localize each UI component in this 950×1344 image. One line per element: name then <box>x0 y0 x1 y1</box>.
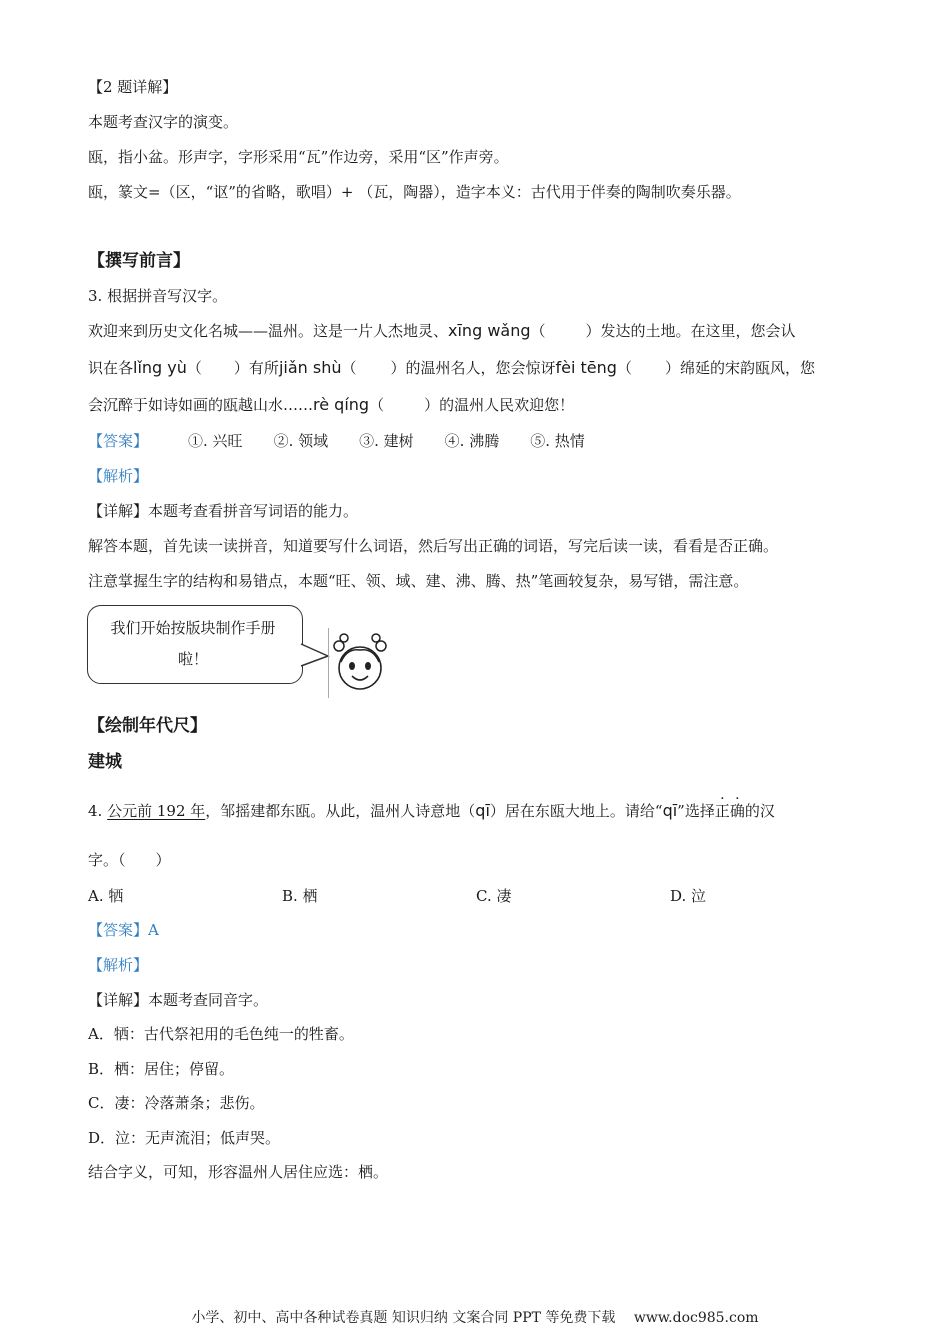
cartoon-girl-icon <box>331 628 389 698</box>
q4-detail-a: A．牺：古代祭祀用的毛色纯一的牲畜。 <box>88 1025 354 1043</box>
q3-prompt: 3. 根据拼音写汉字。 <box>88 287 228 305</box>
answer-label: 【答案】 <box>88 432 149 450</box>
answer-item: ③. 建树 <box>359 432 414 450</box>
text-fragment: ）居在东瓯大地上。请给“ <box>489 802 663 820</box>
q2-line-2: 瓯，指小盆。形声字，字形采用“瓦”作边旁，采用“区”作声旁。 <box>88 148 509 166</box>
q3-paragraph-line-3 <box>88 395 574 415</box>
text-fragment: 的汉 <box>744 802 775 820</box>
text-fragment: （ <box>341 359 357 377</box>
page-footer: 小学、初中、高中各种试卷真题 知识归纳 文案合同 PPT 等免费下载 www.doc985.com <box>191 1310 759 1326</box>
q3-paragraph-line-2 <box>88 358 815 378</box>
q4-conclusion: 结合字义，可知，形容温州人居住应选：栖。 <box>88 1163 389 1181</box>
q3-detail-2: 解答本题，首先读一读拼音，知道要写什么词语，然后写出正确的词语，写完后读一读，看看是否正确。 <box>88 537 779 555</box>
text-fragment: ）的温州名人，您会惊讶 <box>390 359 556 377</box>
pinyin-qi: qī <box>662 801 678 820</box>
underlined-date: 公元前 192 年 <box>107 802 206 820</box>
text-fragment: 识在各 <box>88 359 134 377</box>
q4-detail-c: C．凄：冷落萧条；悲伤。 <box>88 1094 265 1112</box>
section-subtitle-founding: 建城 <box>88 752 122 772</box>
option-d: D. 泣 <box>670 887 707 905</box>
section-title-preface: 【撰写前言】 <box>88 251 190 271</box>
text-fragment: ）有所 <box>233 359 279 377</box>
bubble-line-2: 啦！ <box>177 650 208 668</box>
text-fragment: （ <box>186 359 202 377</box>
text-fragment: ）绵延的宋韵瓯风，您 <box>664 359 815 377</box>
q2-line-3: 瓯，篆文=（区，“讴”的省略，歌唱）+ （瓦，陶器），造字本义：古代用于伴奏的陶制吹奏乐器。 <box>88 183 741 201</box>
pinyin-lingyu: lǐng yù <box>133 358 187 377</box>
answer-item: ⑤. 热情 <box>530 432 585 450</box>
q3-analysis-label: 【解析】 <box>88 467 149 485</box>
q3-detail-1: 【详解】本题考查看拼音写词语的能力。 <box>88 502 359 520</box>
bubble-text <box>100 613 286 675</box>
q4-answer: 【答案】A <box>88 921 159 939</box>
text-fragment: ）发达的土地。在这里，您会认 <box>585 322 796 340</box>
pinyin-xingwang: xīng wǎng <box>448 321 531 340</box>
section-title-timeline: 【绘制年代尺】 <box>88 716 207 736</box>
answer-item: ④. 沸腾 <box>444 432 500 450</box>
bubble-tail <box>295 640 335 670</box>
q3-paragraph-line-1 <box>88 321 796 341</box>
q2-heading: 【2 题详解】 <box>88 78 178 96</box>
divider <box>328 628 329 698</box>
text-fragment: （ <box>530 322 546 340</box>
answer-item: ②. 领域 <box>273 432 329 450</box>
emphasis-char: 正 <box>714 802 730 820</box>
q4-analysis-label: 【解析】 <box>88 956 149 974</box>
pinyin-qi: qī <box>475 801 490 820</box>
bubble-line-1: 我们开始按版块制作手册 <box>110 619 276 637</box>
pinyin-jianshu: jiǎn shù <box>278 358 342 377</box>
q4-detail-b: B．栖：居住；停留。 <box>88 1060 235 1078</box>
text-fragment: 会沉醉于如诗如画的瓯越山水…… <box>88 396 314 414</box>
text-fragment: ”选择 <box>677 802 715 820</box>
q4-stem-line-1 <box>88 801 775 821</box>
q4-detail-1: 【详解】本题考查同音字。 <box>88 991 269 1009</box>
q4-detail-d: D．泣：无声流泪；低声哭。 <box>88 1129 281 1147</box>
text-fragment: （ <box>369 396 385 414</box>
q3-answer <box>88 431 616 451</box>
text-fragment: （ <box>616 359 632 377</box>
option-c: C. 凄 <box>476 887 512 905</box>
q3-detail-3: 注意掌握生字的结构和易错点，本题“旺、领、域、建、沸、腾、热”笔画较复杂，易写错，需注意。 <box>88 572 749 590</box>
text-fragment: ）的温州人民欢迎您！ <box>424 396 575 414</box>
q2-line-1: 本题考查汉字的演变。 <box>88 113 239 131</box>
option-b: B. 栖 <box>282 887 318 905</box>
text-fragment: ，邹摇建都东瓯。从此，温州人诗意地（ <box>205 802 476 820</box>
pinyin-feiteng: fèi tēng <box>555 358 617 377</box>
answer-item: ①. 兴旺 <box>188 432 243 450</box>
q4-stem-line-2: 字。（ ） <box>88 851 171 869</box>
option-a: A. 牺 <box>88 887 124 905</box>
pinyin-reqing: rè qíng <box>313 395 370 414</box>
question-number: 4. <box>88 802 108 820</box>
emphasis-char: 确 <box>729 802 745 820</box>
text-fragment: 欢迎来到历史文化名城——温州。这是一片人杰地灵、 <box>88 322 449 340</box>
